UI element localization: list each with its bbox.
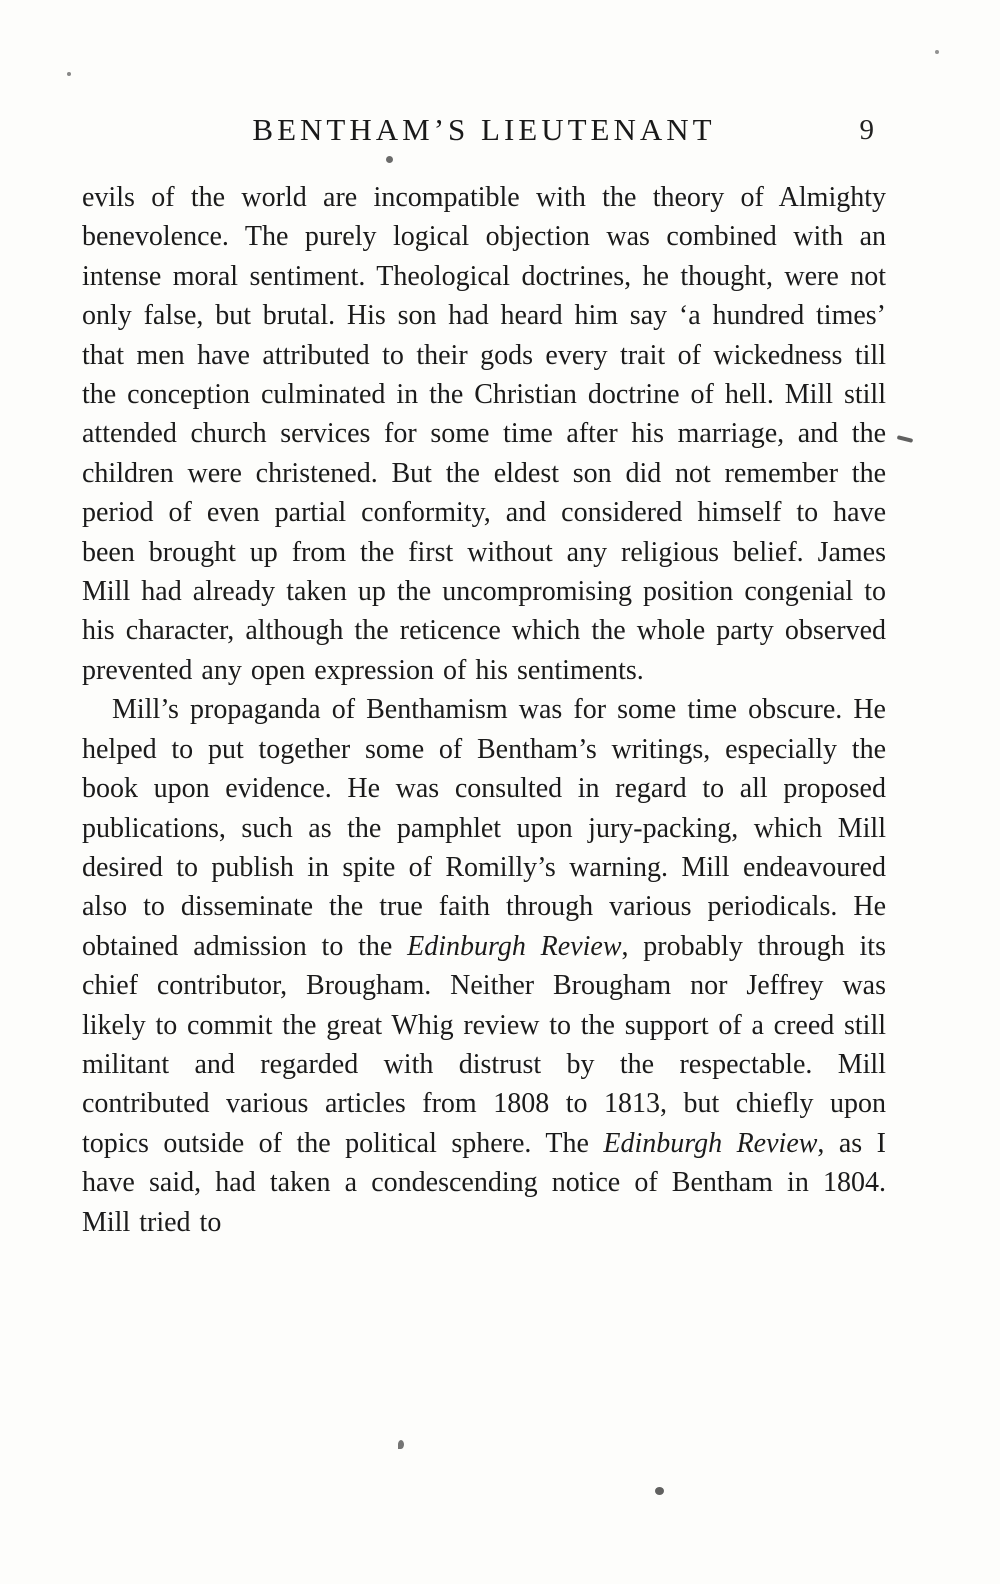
scan-artifact [897, 435, 913, 443]
scan-artifact [398, 1440, 404, 1449]
scan-artifact [935, 50, 939, 54]
text-run: Mill’s propaganda of Benthamism was for some time obscure. He helped to put together some of Bentham’s writings, especially the book upon evidence. He was consulted in regard to all proposed publications, such as the pamphlet upon jury-packing, which Mill desired to publish in spite of Romilly’s warning. Mill endeavoured also to disseminate the true faith through various periodicals. He obtained admission to the [82, 694, 886, 962]
text-run: Edinburgh Review [407, 930, 622, 962]
page-header [82, 112, 886, 156]
text-run: evils of the world are incompatible with the theory of Almighty benevolence. The purely logical objection was combined with an intense moral sentiment. Theological doctrines, he thought, were not only false, but brutal. His son had heard him say ‘a hundred times’ that men have attributed to their gods every trait of wickedness till the conception culminated in the Christian doctrine of hell. Mill still attended church services for some time after his marriage, and the children were christened. But the eldest son did not remember the period of even partial conformity, and considered himself to have been brought up from the first without any religious belief. James Mill had already taken up the uncompromising position congenial to his character, although the reticence which the whole party observed prevented any open expression of his sentiments. [82, 182, 886, 686]
scan-artifact [67, 72, 71, 76]
page-number: 9 [859, 114, 874, 146]
text-run: Edinburgh Review [603, 1127, 818, 1159]
page-body [82, 178, 886, 1242]
paragraph [82, 178, 886, 690]
running-header-title: BENTHAM’S LIEUTENANT [252, 112, 716, 147]
scan-artifact [386, 156, 393, 163]
scan-artifact [655, 1487, 664, 1495]
text-run: , probably through its chief contributor, Brougham. Neither Brougham nor Jeffrey was likely to commit the great Whig review to the support of a creed still militant and regarded with distrust by the respectable. Mill contributed various articles from 1808 to 1813, but chiefly upon topics outside of the political sphere. The [82, 930, 886, 1159]
text-run: , as I have said, had taken a condescending notice of Bentham in 1804. Mill tried to [82, 1127, 886, 1238]
paragraph [82, 690, 886, 1242]
